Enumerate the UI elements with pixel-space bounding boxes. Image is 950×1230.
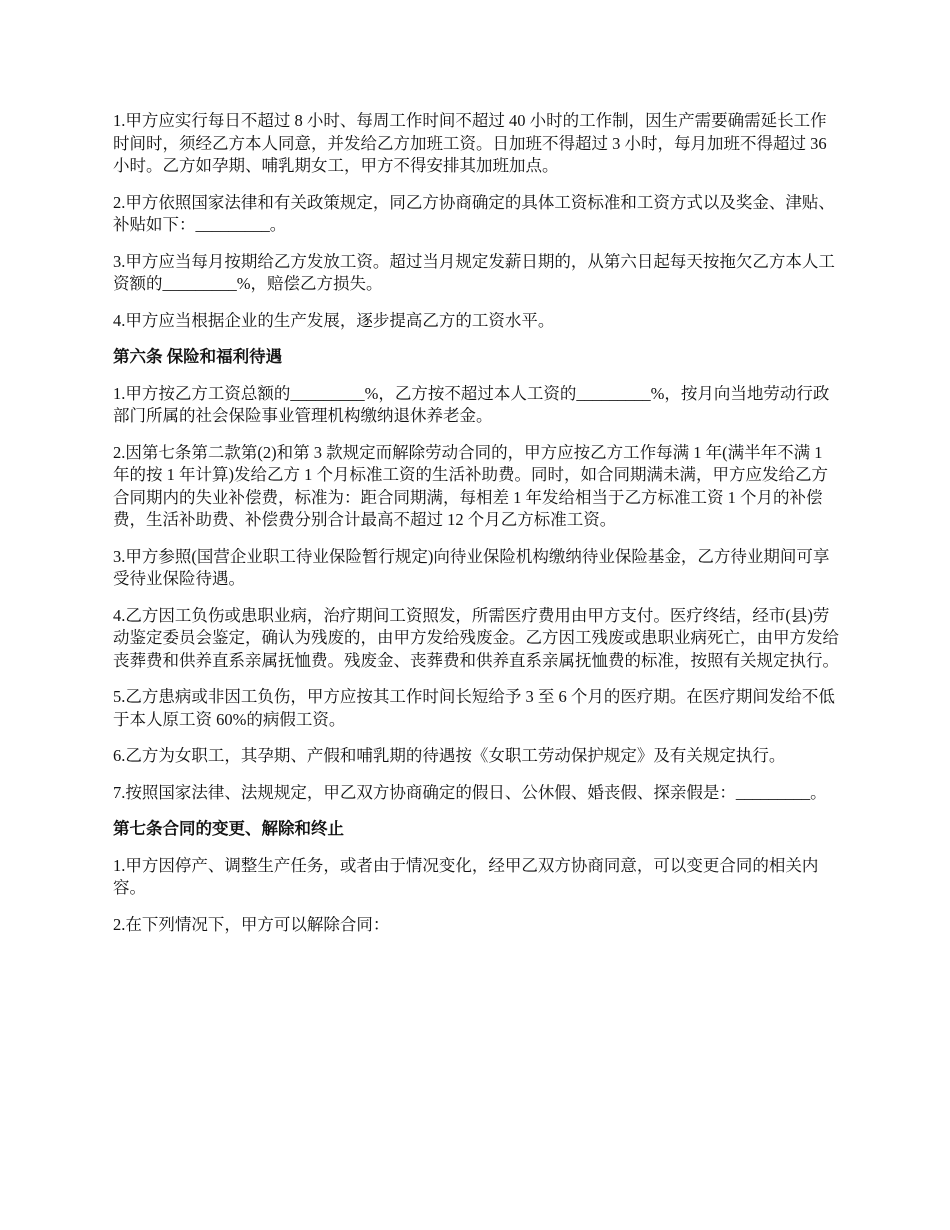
clause-7-item-1: 1.甲方因停产、调整生产任务，或者由于情况变化，经甲乙双方协商同意，可以变更合同的相关内容。 bbox=[113, 855, 819, 897]
section-heading-article-7: 第七条合同的变更、解除和终止 bbox=[113, 819, 344, 838]
clause-6-item-5: 5.乙方患病或非因工负伤，甲方应按其工作时间长短给予 3 至 6 个月的医疗期。在医疗期间发给不低于本人原工资 60%的病假工资。 bbox=[113, 687, 835, 729]
clause-6-item-4: 4.乙方因工负伤或患职业病，治疗期间工资照发，所需医疗费用由甲方支付。医疗终结，经市(县)劳动鉴定委员会鉴定，确认为残废的，由甲方发给残废金。乙方因工残废或患职业病死亡，由甲方发给丧葬费和供养直系亲属抚恤费。残废金、丧葬费和供养直系亲属抚恤费的标准，按照有关规定执行。 bbox=[113, 605, 839, 670]
clause-6-item-6: 6.乙方为女职工，其孕期、产假和哺乳期的待遇按《女职工劳动保护规定》及有关规定执行。 bbox=[113, 746, 786, 765]
clause-5-item-2: 2.甲方依照国家法律和有关政策规定，同乙方协商确定的具体工资标准和工资方式以及奖金、津贴、补贴如下：_________。 bbox=[113, 192, 835, 234]
clause-5-item-1: 1.甲方应实行每日不超过 8 小时、每周工作时间不超过 40 小时的工作制，因生产需要确需延长工作时间时，须经乙方本人同意，并发给乙方加班工资。日加班不得超过 3 小时，每月加班不得超过 36 小时。乙方如孕期、哺乳期女工，甲方不得安排其加班加点。 bbox=[113, 111, 827, 175]
clause-6-item-1: 1.甲方按乙方工资总额的_________%，乙方按不超过本人工资的_________%，按月向当地劳动行政部门所属的社会保险事业管理机构缴纳退休养老金。 bbox=[113, 383, 830, 425]
section-heading-article-6: 第六条 保险和福利待遇 bbox=[113, 347, 283, 366]
clause-6-item-2: 2.因第七条第二款第(2)和第 3 款规定而解除劳动合同的，甲方应按乙方工作每满 1 年(满半年不满 1 年的按 1 年计算)发给乙方 1 个月标准工资的生活补助费。同时，如合同期满未满，甲方应发给乙方合同期内的失业补偿费，标准为：距合同期满，每相差 1 年发给相当于乙方标准工资 1 个月的补偿费，生活补助费、补偿费分别合计最高不超过 12 个月乙方标准工资。 bbox=[113, 442, 828, 529]
clause-6-item-7: 7.按照国家法律、法规规定，甲乙双方协商确定的假日、公休假、婚丧假、探亲假是：_________。 bbox=[113, 782, 827, 802]
clause-5-item-3: 3.甲方应当每月按期给乙方发放工资。超过当月规定发薪日期的，从第六日起每天按拖欠乙方本人工资额的_________%，赔偿乙方损失。 bbox=[113, 251, 835, 293]
clause-5-item-4: 4.甲方应当根据企业的生产发展，逐步提高乙方的工资水平。 bbox=[113, 310, 555, 330]
document-body bbox=[113, 110, 843, 950]
clause-6-item-3: 3.甲方参照(国营企业职工待业保险暂行规定)向待业保险机构缴纳待业保险基金，乙方待业期间可享受待业保险待遇。 bbox=[113, 546, 830, 588]
clause-7-item-2: 2.在下列情况下，甲方可以解除合同： bbox=[113, 914, 390, 934]
